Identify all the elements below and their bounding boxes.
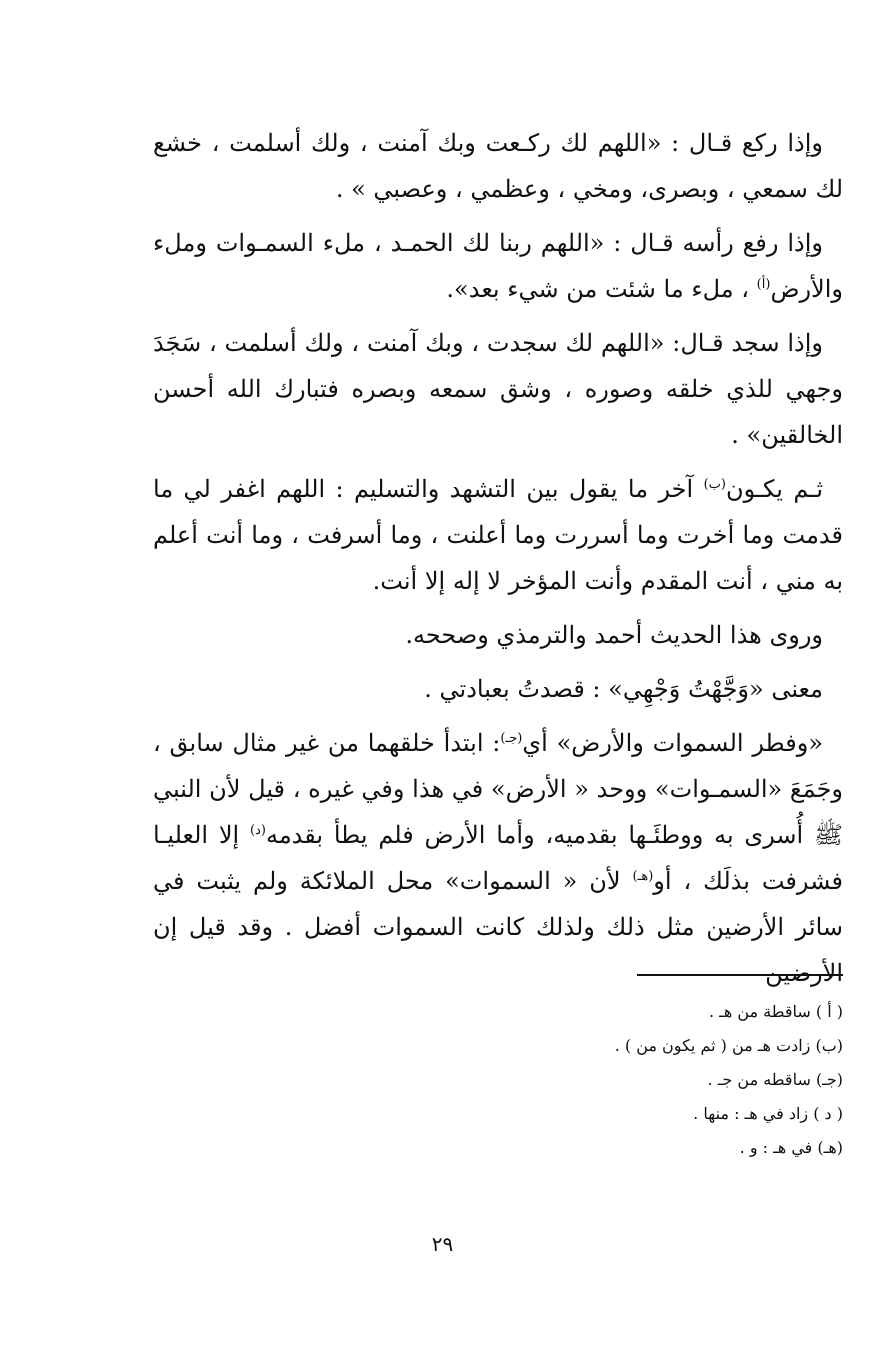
footnote-ref-c: (جـ) (500, 731, 523, 746)
footnote-ref-e: (هـ) (632, 869, 654, 884)
paragraph-narration: وروى هذا الحديث أحمد والترمذي وصححه. (405, 621, 823, 649)
footnote-e: (هـ) في هـ : و . (739, 1138, 843, 1157)
footnote-ref-b: (ب) (703, 477, 726, 492)
paragraph-meaning: معنى «وَجَّهْتُ وَجْهِي» : قصدتُ بعبادتي . (424, 675, 823, 703)
page-number: ٢٩ (431, 1232, 454, 1256)
footnote-c: (جـ) ساقطه من جـ . (707, 1070, 843, 1089)
paragraph-fatara: «وفطر السموات والأرض» أي$^{(جـ)}$: ابتدأ خلقهما من غير مثال سابق ، وجَمَعَ «السمـوات» ووحد « الأرض» في هذا وفي غيره ، قيل لأن النبي ﷺ أُسرى به ووطئَـها بقدميه، وأما الأرض فلم يطأ بقدمه$^{(د)}$ إلا العليـا فشرفت بذلَك ، أو$^{(هـ)}$ لأن « السموات» محل الملائكة ولم يثبت في سائر الأرضين مثل ذلك ولذلك كانت السموات أفضل . وقد قيل إن الأرضين (153, 729, 844, 987)
footnote-ref-d: (د) (250, 823, 266, 838)
footnote-d: ( د ) زاد في هـ : منها . (693, 1104, 843, 1123)
footnote-ref-a: (أ) (756, 277, 771, 292)
paragraph-rafa: وإذا رفع رأسه قـال : «اللهم ربنا لك الحمـد ، ملء السمـوات وملء والأرض$^{(أ)}$ ، ملء ما شئت من شيء بعد». (153, 229, 843, 303)
paragraph-sujud: وإذا سجد قـال: «اللهم لك سجدت ، وبك آمنت ، ولك أسلمت ، سَجَدَ وجهي للذي خلقه وصوره ، وشق سمعه وبصره فتبارك الله أحسن الخالقين» . (153, 329, 843, 449)
footnote-b: (ب) زادت هـ من ( ثم يكون من ) . (614, 1036, 843, 1055)
main-text (153, 120, 843, 1004)
footnotes (283, 995, 843, 1165)
footnote-divider (637, 974, 843, 976)
paragraph-ruku: وإذا ركع قـال : «اللهم لك ركـعت وبك آمنت ، ولك أسلمت ، خشع لك سمعي ، وبصرى، ومخي ، وعظمي ، وعصبي » . (153, 129, 843, 203)
paragraph-tashahhud: ثـم يكـون$^{(ب)}$ آخر ما يقول بين التشهد والتسليم : اللهم اغفر لي ما قدمت وما أخرت وما أسررت وما أعلنت ، وما أسرفت ، وما أنت أعلم به مني ، أنت المقدم وأنت المؤخر لا إله إلا أنت. (153, 475, 843, 595)
footnote-a: ( أ ) ساقطة من هـ . (708, 1002, 843, 1021)
